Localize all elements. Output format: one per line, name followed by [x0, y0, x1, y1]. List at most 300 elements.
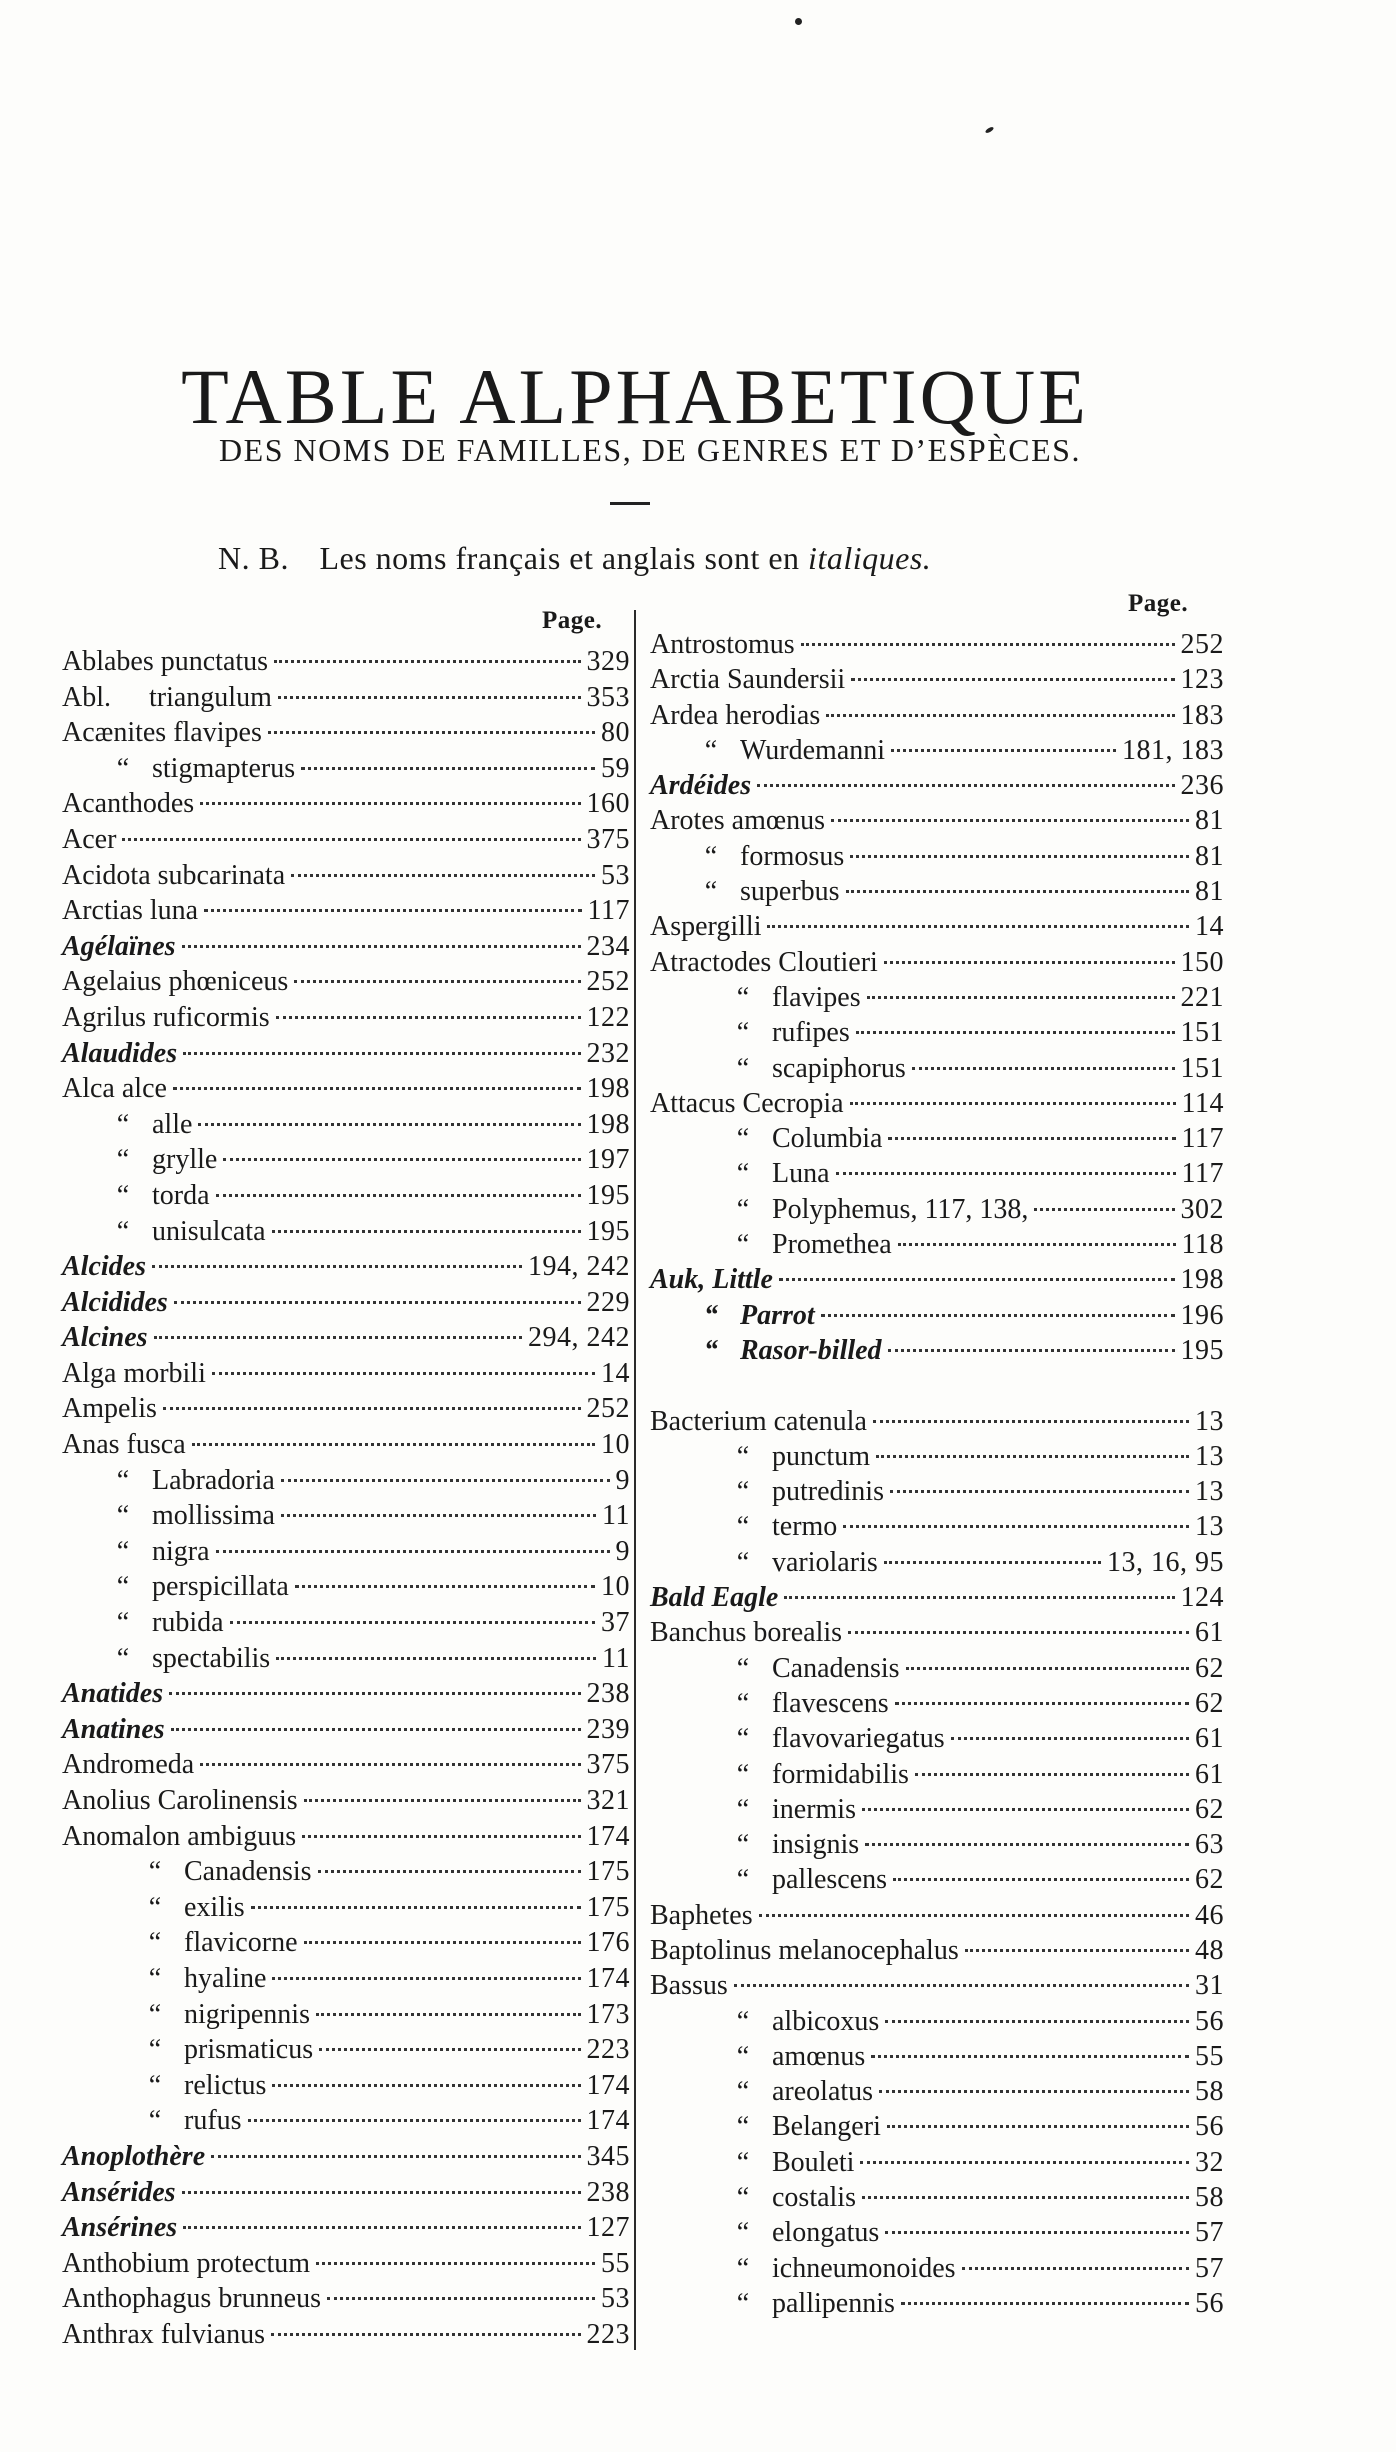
index-entry: [62, 929, 630, 965]
dot-leader: [836, 1172, 1176, 1175]
entry-page: 195: [586, 1215, 630, 1247]
entry-name: [62, 2210, 177, 2246]
entry-name: [62, 1249, 146, 1285]
entry-name: [650, 1509, 837, 1544]
print-speck: [795, 18, 802, 25]
note-label: N. B.: [218, 540, 289, 576]
entry-text: flavescens: [772, 1687, 889, 1719]
entry-page: 195: [1180, 1334, 1224, 1366]
entry-page: 302: [1180, 1193, 1224, 1225]
entry-text: rubida: [152, 1607, 224, 1639]
entry-text: spectabilis: [152, 1642, 271, 1674]
entry-name: [650, 1156, 830, 1191]
entry-text: formidabilis: [772, 1758, 909, 1790]
entry-name: [650, 1968, 728, 2003]
ditto-mark: “: [736, 1158, 750, 1190]
entry-text: Andromeda: [62, 1749, 195, 1781]
index-entry: [62, 1712, 630, 1748]
dot-leader: [152, 1265, 522, 1268]
entry-page: 56: [1195, 2111, 1224, 2143]
dot-leader: [1034, 1208, 1174, 1211]
dot-leader: [319, 2048, 580, 2051]
entry-text: perspicillata: [152, 1571, 289, 1603]
index-entry: [650, 874, 1224, 909]
entry-page: 375: [586, 1749, 630, 1781]
dot-leader: [278, 696, 581, 699]
entry-page: 294, 242: [528, 1322, 630, 1354]
entry-text: flavicorne: [184, 1927, 298, 1959]
ditto-mark: “: [736, 1123, 750, 1155]
entry-text: Canadensis: [772, 1652, 900, 1684]
entry-page: 61: [1195, 1758, 1224, 1790]
entry-name: [62, 1819, 296, 1855]
index-entry: [650, 1651, 1224, 1686]
index-entry: [650, 1156, 1224, 1191]
entry-text: Anatides: [62, 1678, 164, 1710]
entry-text: Ardea herodias: [650, 699, 821, 731]
ditto-mark: “: [116, 1500, 130, 1532]
index-entry: [62, 1641, 630, 1677]
index-entry: [650, 2286, 1224, 2321]
entry-page: 195: [586, 1179, 630, 1211]
entry-text: Acanthodes: [62, 788, 195, 820]
title-rule: [610, 502, 650, 505]
dot-leader: [272, 1977, 580, 1980]
index-entry: [650, 1862, 1224, 1897]
entry-text: Agélaïnes: [62, 930, 176, 962]
entry-page: 13: [1195, 1511, 1224, 1543]
dot-leader: [281, 1514, 596, 1517]
dot-leader: [888, 1349, 1175, 1352]
index-entry: [62, 1854, 630, 1890]
index-entry: [62, 822, 630, 858]
entry-name: [62, 1747, 194, 1783]
entry-text: pallipennis: [772, 2287, 895, 2319]
entry-text: Antrostomus: [650, 629, 795, 660]
ditto-mark: “: [736, 1758, 750, 1790]
entry-name: [62, 858, 285, 894]
entry-page: 174: [586, 1962, 630, 1994]
entry-text: Ardéides: [650, 770, 752, 802]
index-entry: [62, 1463, 630, 1499]
entry-page: 31: [1195, 1970, 1224, 2002]
ditto-mark: “: [736, 1193, 750, 1225]
entry-page: 239: [586, 1713, 630, 1745]
entry-text: stigmapterus: [152, 752, 296, 784]
print-speck: [985, 126, 995, 134]
entry-page: 32: [1195, 2146, 1224, 2178]
index-entry: [650, 1086, 1224, 1121]
entry-page: 48: [1195, 1934, 1224, 1966]
ditto-mark: “: [736, 2182, 750, 2214]
ditto-mark: “: [116, 1215, 130, 1247]
entry-name: [650, 1227, 892, 1262]
entry-text: scapiphorus: [772, 1052, 906, 1084]
entry-page: 345: [586, 2140, 630, 2172]
dot-leader: [951, 1737, 1189, 1740]
entry-name: [650, 1651, 900, 1686]
dot-leader: [898, 1243, 1176, 1246]
ditto-mark: “: [736, 1793, 750, 1825]
index-entry: [62, 1142, 630, 1178]
entry-name: [650, 1298, 815, 1333]
index-entry: [62, 1107, 630, 1143]
entry-name: [650, 2074, 873, 2109]
entry-text: Alcines: [62, 1322, 148, 1354]
entry-text: Alaudides: [62, 1037, 178, 1069]
entry-page: 62: [1195, 1687, 1224, 1719]
dot-leader: [276, 1657, 596, 1660]
index-entry: [62, 751, 630, 787]
entry-name: [650, 980, 861, 1015]
entry-page: 117: [587, 895, 630, 927]
entry-page: 221: [1180, 981, 1224, 1013]
entry-page: 229: [586, 1286, 630, 1318]
index-entry: [650, 1051, 1224, 1086]
entry-page: 10: [601, 1571, 630, 1603]
entry-page: 238: [586, 2176, 630, 2208]
entry-name: [62, 786, 194, 822]
index-entry: [62, 858, 630, 894]
entry-page: 57: [1195, 2252, 1224, 2284]
entry-text: rufus: [184, 2105, 242, 2137]
entry-page: 223: [586, 2034, 630, 2066]
entry-page: 197: [586, 1144, 630, 1176]
ditto-mark: “: [116, 1571, 130, 1603]
index-entry: [62, 1427, 630, 1463]
entry-text: Anas fusca: [62, 1429, 186, 1461]
entry-name: [650, 1686, 889, 1721]
entry-page: 151: [1180, 1052, 1224, 1084]
dot-leader: [291, 874, 595, 877]
dot-leader: [862, 2196, 1189, 2199]
dot-leader: [182, 945, 581, 948]
entry-page: 11: [602, 1500, 630, 1532]
entry-page: 118: [1181, 1229, 1224, 1261]
index-entry: [650, 2251, 1224, 2286]
index-entry: [62, 786, 630, 822]
dot-leader: [200, 802, 580, 805]
index-entry: [650, 1404, 1224, 1439]
dot-leader: [784, 1596, 1174, 1599]
index-entry: [650, 1898, 1224, 1933]
dot-leader: [173, 1087, 581, 1090]
dot-leader: [174, 1301, 581, 1304]
entry-text: termo: [772, 1511, 838, 1543]
entry-page: 13: [1195, 1440, 1224, 1472]
index-entry: [650, 1545, 1224, 1580]
index-entry: [62, 1249, 630, 1285]
dot-leader: [887, 2125, 1189, 2128]
entry-name: [650, 2109, 881, 2144]
entry-text: Bassus: [650, 1970, 728, 2002]
ditto-mark: “: [736, 2005, 750, 2037]
entry-page: 9: [615, 1464, 630, 1496]
index-entry: [62, 2246, 630, 2282]
entry-name: [62, 1534, 210, 1570]
entry-page: 175: [586, 1856, 630, 1888]
dot-leader: [826, 714, 1174, 717]
dot-leader: [271, 2333, 581, 2336]
dot-leader: [304, 1799, 581, 1802]
dot-leader: [734, 1984, 1189, 1987]
entry-page: 63: [1195, 1829, 1224, 1861]
entry-name: [62, 1605, 224, 1641]
entry-page: 124: [1180, 1582, 1224, 1614]
index-entry: [62, 1071, 630, 1107]
page-column-header: Page.: [542, 607, 603, 634]
entry-text: pallescens: [772, 1864, 888, 1896]
ditto-mark: “: [736, 981, 750, 1013]
index-entry: [650, 1968, 1224, 2003]
entry-page: 46: [1195, 1899, 1224, 1931]
index-entry: [62, 1036, 630, 1072]
dot-leader: [211, 2155, 580, 2158]
entry-text: Anthrax fulvianus: [62, 2318, 265, 2350]
ditto-mark: “: [148, 1927, 162, 1959]
entry-text: Polyphemus, 117, 138,: [772, 1193, 1029, 1225]
dot-leader: [216, 1550, 610, 1553]
index-entry: [650, 803, 1224, 838]
ditto-mark: “: [148, 1998, 162, 2030]
index-entry: [62, 715, 630, 751]
entry-page: 183: [1180, 699, 1224, 731]
index-entry: [650, 1333, 1224, 1368]
index-entry: [62, 2210, 630, 2246]
dot-leader: [846, 890, 1189, 893]
entry-text: ichneumonoides: [772, 2252, 956, 2284]
entry-text: punctum: [772, 1440, 870, 1472]
index-entry: [650, 980, 1224, 1015]
entry-name: [650, 2251, 956, 2286]
entry-page: 117: [1181, 1158, 1224, 1190]
ditto-mark: “: [116, 1108, 130, 1140]
entry-name: [650, 768, 751, 803]
dot-leader: [182, 2191, 581, 2194]
entry-page: 57: [1195, 2217, 1224, 2249]
entry-text: flavipes: [772, 981, 861, 1013]
entry-page: 181, 183: [1122, 734, 1224, 766]
index-entry: [62, 1676, 630, 1712]
ditto-mark: “: [704, 1334, 718, 1366]
entry-name: [62, 715, 262, 751]
entry-text: Atractodes Cloutieri: [650, 946, 878, 978]
dot-leader: [867, 996, 1175, 999]
ditto-mark: “: [116, 1464, 130, 1496]
index-entry: [62, 1320, 630, 1356]
ditto-mark: “: [736, 2252, 750, 2284]
dot-leader: [843, 1525, 1189, 1528]
entry-text: Baptolinus melanocephalus: [650, 1934, 959, 1966]
entry-page: 14: [1195, 911, 1224, 943]
entry-text: unisulcata: [152, 1215, 266, 1247]
entry-name: [650, 2004, 879, 2039]
ditto-mark: “: [148, 2034, 162, 2066]
index-entry: [62, 2139, 630, 2175]
index-entry: [62, 1925, 630, 1961]
dot-leader: [183, 1052, 580, 1055]
index-entry: [650, 1262, 1224, 1297]
dot-leader: [204, 909, 581, 912]
entry-page: 62: [1195, 1864, 1224, 1896]
entry-page: 58: [1195, 2182, 1224, 2214]
dot-leader: [876, 1455, 1189, 1458]
ditto-mark: “: [148, 1856, 162, 1888]
dot-leader: [251, 1906, 581, 1909]
entry-name: [650, 874, 840, 909]
index-entry: [62, 2103, 630, 2139]
entry-text: areolatus: [772, 2076, 874, 2108]
entry-text: Columbia: [772, 1123, 883, 1155]
index-entry: [650, 1227, 1224, 1262]
dot-leader: [912, 1067, 1175, 1070]
dot-leader: [294, 980, 580, 983]
entry-name: [650, 2215, 879, 2250]
dot-leader: [965, 1949, 1189, 1952]
index-entry: [650, 1615, 1224, 1650]
entry-page: 13: [1195, 1405, 1224, 1437]
entry-name: [650, 2286, 895, 2321]
ditto-mark: “: [736, 1017, 750, 1049]
index-entry: [62, 1997, 630, 2033]
dot-leader: [169, 1692, 580, 1695]
ditto-mark: “: [736, 1476, 750, 1508]
dot-leader: [865, 1843, 1189, 1846]
dot-leader: [860, 2161, 1189, 2164]
dot-leader: [230, 1621, 595, 1624]
dot-leader: [856, 1031, 1175, 1034]
entry-text: Aspergilli: [650, 911, 762, 943]
index-entry: [650, 1298, 1224, 1333]
ditto-mark: “: [116, 1535, 130, 1567]
entry-text: nigripennis: [184, 1998, 310, 2030]
index-entry: [62, 2281, 630, 2317]
ditto-mark: “: [736, 2040, 750, 2072]
entry-name: [650, 1474, 884, 1509]
dot-leader: [885, 2231, 1189, 2234]
ditto-mark: “: [116, 1179, 130, 1211]
entry-page: 174: [586, 2105, 630, 2137]
note: [218, 540, 931, 577]
dot-leader: [163, 1407, 581, 1410]
entry-name: [62, 2068, 266, 2104]
dot-leader: [884, 1561, 1101, 1564]
ditto-mark: “: [116, 752, 130, 784]
entry-text: Bald Eagle: [650, 1582, 779, 1614]
entry-text: Baphetes: [650, 1899, 753, 1931]
entry-name: [62, 1676, 163, 1712]
page-column-header: Page.: [1128, 590, 1189, 617]
ditto-mark: “: [736, 2287, 750, 2319]
entry-name: [62, 1854, 312, 1890]
index-entry: [650, 2145, 1224, 2180]
dot-leader: [831, 819, 1189, 822]
index-entry: [650, 1474, 1224, 1509]
entry-name: [650, 1262, 773, 1297]
entry-name: [650, 1792, 856, 1827]
entry-name: [62, 2103, 242, 2139]
entry-page: 62: [1195, 1793, 1224, 1825]
dot-leader: [851, 678, 1174, 681]
ditto-mark: “: [736, 2076, 750, 2108]
dot-leader: [895, 1702, 1189, 1705]
index-entry: [650, 1827, 1224, 1862]
index-entry: [650, 1439, 1224, 1474]
index-entry: [62, 1890, 630, 1926]
entry-name: [62, 680, 272, 716]
entry-name: [62, 929, 176, 965]
index-entry: [62, 1498, 630, 1534]
index-entry: [62, 680, 630, 716]
ditto-mark: “: [116, 1642, 130, 1674]
dot-leader: [192, 1443, 595, 1446]
entry-name: [62, 1641, 270, 1677]
entry-text: Anthophagus brunneus: [62, 2283, 321, 2315]
entry-name: [650, 1580, 778, 1615]
index-entry: [650, 1015, 1224, 1050]
entry-page: 223: [586, 2318, 630, 2350]
entry-name: [650, 839, 844, 874]
entry-page: 174: [586, 1820, 630, 1852]
ditto-mark: “: [704, 876, 718, 908]
entry-text: albicoxus: [772, 2005, 880, 2037]
index-entry: [650, 1509, 1224, 1544]
dot-leader: [850, 1102, 1176, 1105]
ditto-mark: “: [736, 1229, 750, 1261]
index-entry: [650, 2074, 1224, 2109]
entry-page: 127: [586, 2212, 630, 2244]
index-entry: [650, 1757, 1224, 1792]
index-entry: [62, 1178, 630, 1214]
entry-text: Agelaius phœniceus: [62, 966, 289, 998]
dot-leader: [891, 749, 1116, 752]
entry-name: [62, 1000, 270, 1036]
entry-page: 9: [615, 1535, 630, 1567]
entry-page: 123: [1180, 664, 1224, 696]
ditto-mark: Abl.: [62, 681, 111, 713]
entry-name: [650, 1757, 909, 1792]
entry-name: [650, 1862, 887, 1897]
entry-page: 81: [1195, 840, 1224, 872]
dot-leader: [879, 2090, 1189, 2093]
page-title: TABLE ALPHABETIQUE: [181, 353, 1089, 441]
index-entry: [650, 627, 1224, 662]
entry-text: Alca alce: [62, 1073, 167, 1105]
index-entry: [650, 733, 1224, 768]
ditto-mark: “: [736, 1864, 750, 1896]
entry-name: [650, 1545, 878, 1580]
entry-page: 150: [1180, 946, 1224, 978]
entry-name: [62, 2246, 310, 2282]
dot-leader: [223, 1158, 580, 1161]
entry-text: Acidota subcarinata: [62, 859, 286, 891]
entry-page: 198: [1180, 1264, 1224, 1296]
entry-name: [62, 1783, 298, 1819]
entry-text: Arctia Saundersii: [650, 664, 846, 696]
entry-page: 56: [1195, 2005, 1224, 2037]
entry-text: Banchus borealis: [650, 1617, 843, 1649]
entry-page: 55: [601, 2247, 630, 2279]
ditto-mark: “: [704, 840, 718, 872]
entry-text: Arctias luna: [62, 895, 199, 927]
dot-leader: [276, 1016, 581, 1019]
entry-page: 53: [601, 2283, 630, 2315]
index-entry: [650, 1580, 1224, 1615]
ditto-mark: “: [148, 2105, 162, 2137]
entry-name: [650, 1439, 870, 1474]
index-entry: [62, 1534, 630, 1570]
ditto-mark: “: [736, 1511, 750, 1543]
